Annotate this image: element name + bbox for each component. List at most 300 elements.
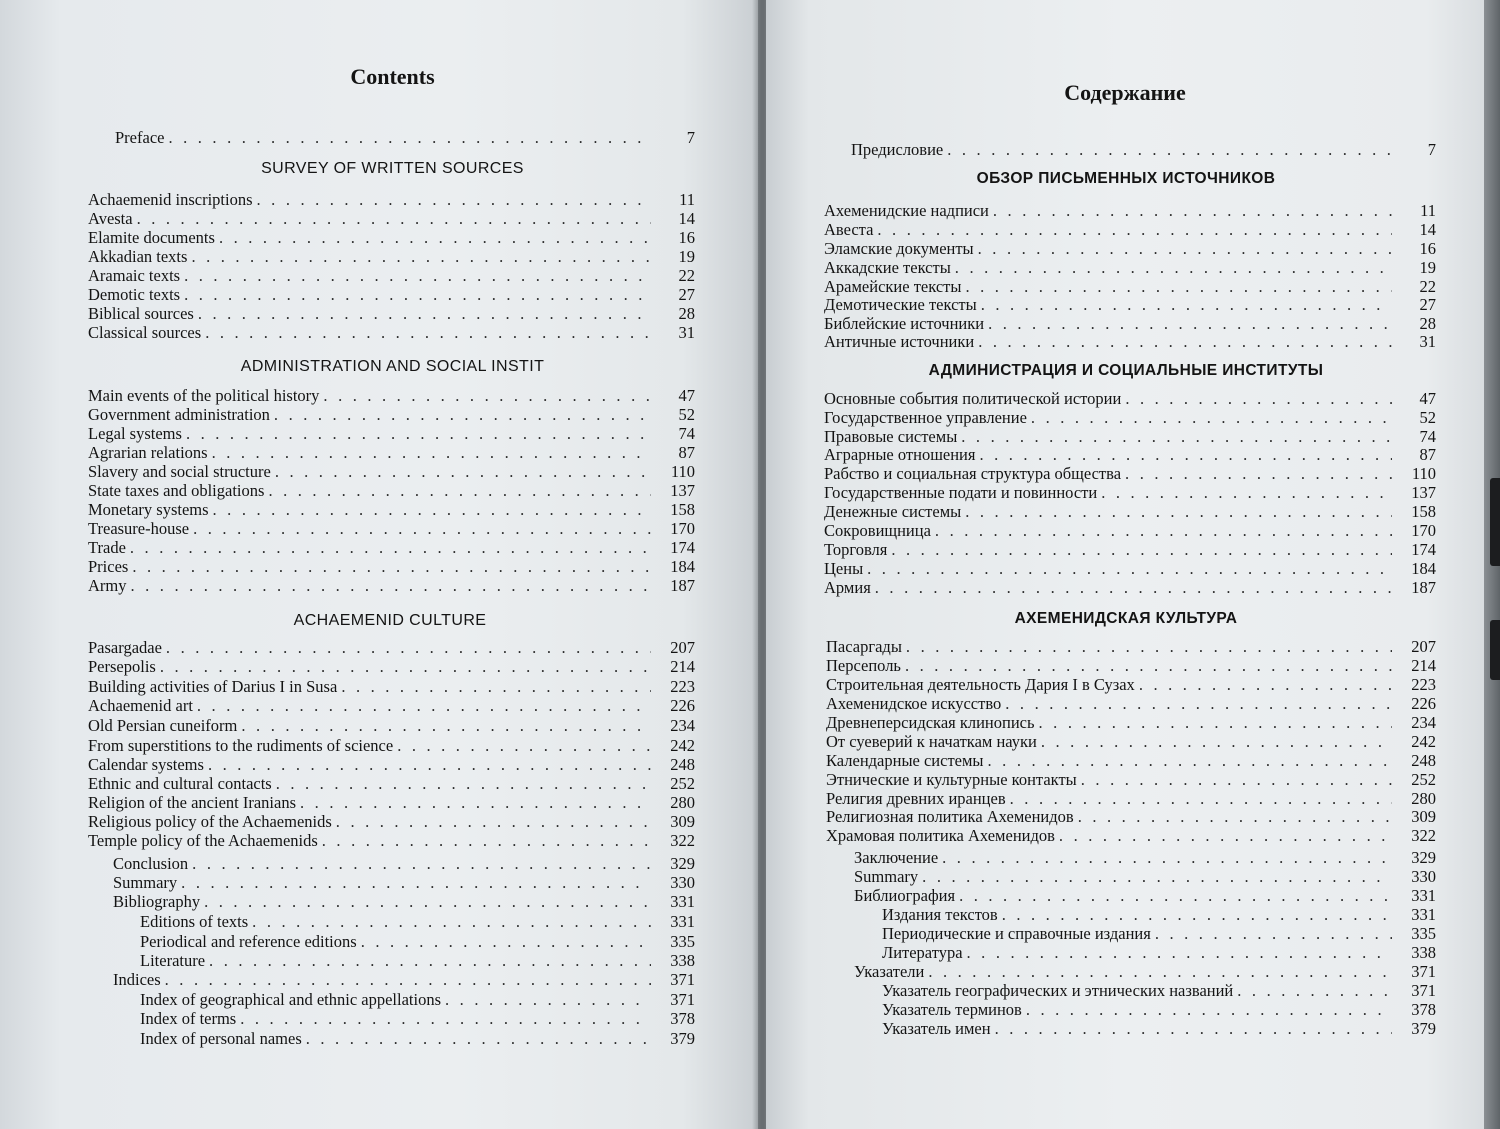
toc-entry-back: [854, 886, 1436, 905]
entry-page: 331: [1411, 905, 1436, 924]
dot-leader: [197, 696, 651, 715]
dot-leader: [209, 951, 651, 970]
dot-leader: [186, 424, 651, 443]
dot-leader: [165, 970, 651, 989]
entry-label: Персеполь: [826, 656, 901, 675]
entry-page: 137: [1411, 483, 1436, 502]
dot-leader: [276, 774, 651, 793]
entry-page: 7: [1427, 140, 1436, 159]
entry-page: 338: [670, 951, 695, 970]
entry-page: 379: [1411, 1019, 1436, 1038]
entry-page: 338: [1411, 943, 1436, 962]
dot-leader: [1125, 464, 1392, 483]
toc-entry-back: [140, 1009, 695, 1028]
toc-entry: [826, 807, 1436, 826]
toc-entry: [824, 502, 1436, 521]
toc-entry: [88, 657, 695, 676]
entry-label: Ахеменидские надписи: [824, 201, 989, 220]
entry-label: Этнические и культурные контакты: [826, 770, 1077, 789]
entry-label: Classical sources: [88, 323, 202, 342]
entry-page: 207: [1411, 637, 1436, 656]
entry-page: 16: [1419, 239, 1436, 258]
toc-entry: [88, 812, 695, 831]
toc-entry-back: [113, 873, 695, 892]
dot-leader: [891, 540, 1392, 559]
dot-leader: [955, 258, 1392, 277]
entry-label: Army: [88, 576, 127, 595]
toc-entry-back: [140, 990, 695, 1009]
dot-leader: [877, 220, 1392, 239]
entry-page: 19: [678, 247, 695, 266]
entry-label: From superstitions to the rudiments of science: [88, 736, 394, 755]
entry-label: Указатель географических и этнических названий: [882, 981, 1234, 1000]
dot-leader: [1237, 981, 1392, 1000]
entry-label: Денежные системы: [824, 502, 962, 521]
entry-label: Trade: [88, 538, 126, 557]
binder-clip: [1490, 478, 1500, 566]
toc-entry: [88, 323, 695, 342]
entry-label: Ахеменидское искусство: [826, 694, 1002, 713]
toc-entry: [88, 519, 695, 538]
toc-entry: [88, 462, 695, 481]
dot-leader: [1139, 675, 1392, 694]
entry-label: Рабство и социальная структура общества: [824, 464, 1122, 483]
dot-leader: [1155, 924, 1392, 943]
toc-entry: [824, 559, 1436, 578]
entry-page: 223: [1411, 675, 1436, 694]
dot-leader: [942, 848, 1392, 867]
toc-entry: [88, 247, 695, 266]
entry-label: Religious policy of the Achaemenids: [88, 812, 332, 831]
entry-label: Указатель терминов: [882, 1000, 1022, 1019]
section-heading: ADMINISTRATION AND SOCIAL INSTIT: [240, 358, 545, 375]
entry-page: 252: [1411, 770, 1436, 789]
entry-label: Религиозная политика Ахеменидов: [826, 807, 1074, 826]
entry-label: Государственное управление: [824, 408, 1027, 427]
dot-leader: [198, 304, 651, 323]
toc-entry-back: [882, 1019, 1436, 1038]
toc-entry: [826, 694, 1436, 713]
toc-entry: [824, 389, 1436, 408]
entry-page: 31: [1419, 332, 1436, 351]
entry-label: Указатель имен: [882, 1019, 991, 1038]
entry-page: 234: [670, 716, 695, 735]
toc-entry: [88, 209, 695, 228]
toc-entry: [88, 266, 695, 285]
toc-entry: [88, 557, 695, 576]
entry-label: Literature: [140, 951, 206, 970]
dot-leader: [928, 962, 1392, 981]
toc-entry: [824, 427, 1436, 446]
toc-entry: [826, 789, 1436, 808]
dot-leader: [961, 427, 1392, 446]
dot-leader: [300, 793, 651, 812]
dot-leader: [978, 239, 1392, 258]
entry-page: 74: [1419, 427, 1436, 446]
dot-leader: [965, 502, 1392, 521]
dot-leader: [1125, 389, 1392, 408]
dot-leader: [204, 892, 651, 911]
toc-entry: [826, 770, 1436, 789]
entry-page: 11: [1420, 201, 1436, 220]
dot-leader: [875, 578, 1392, 597]
entry-page: 110: [1411, 464, 1436, 483]
entry-page: 158: [1411, 502, 1436, 521]
entry-page: 52: [678, 405, 695, 424]
dot-leader: [213, 500, 651, 519]
entry-page: 11: [679, 190, 695, 209]
dot-leader: [257, 190, 651, 209]
entry-label: Temple policy of the Achaemenids: [88, 831, 318, 850]
entry-label: Demotic texts: [88, 285, 181, 304]
entry-label: Авеста: [824, 220, 874, 239]
entry-label: Government administration: [88, 405, 270, 424]
toc-entry: [824, 578, 1436, 597]
section-heading: ACHAEMENID CULTURE: [293, 612, 487, 629]
entry-page: 371: [670, 970, 695, 989]
entry-page: 187: [1411, 578, 1436, 597]
right-page-russian: [766, 0, 1484, 1129]
entry-label: Храмовая политика Ахеменидов: [826, 826, 1055, 845]
page-title: Contents: [350, 64, 435, 89]
dot-leader: [935, 521, 1392, 540]
section-heading: ОБЗОР ПИСЬМЕННЫХ ИСТОЧНИКОВ: [976, 170, 1276, 187]
entry-page: 371: [1411, 981, 1436, 1000]
entry-page: 242: [1411, 732, 1436, 751]
entry-page: 330: [670, 873, 695, 892]
entry-label: Akkadian texts: [88, 247, 188, 266]
entry-page: 280: [670, 793, 695, 812]
entry-label: Summary: [854, 867, 919, 886]
entry-label: Издания текстов: [882, 905, 998, 924]
toc-entry-back: [140, 1029, 695, 1048]
page-title: Содержание: [1064, 80, 1186, 105]
dot-leader: [241, 716, 651, 735]
dot-leader: [397, 736, 651, 755]
dot-leader: [274, 405, 651, 424]
toc-entry-back: [882, 943, 1436, 962]
entry-label: Строительная деятельность Дария I в Сузах: [826, 675, 1135, 694]
entry-page: 242: [670, 736, 695, 755]
entry-label: Pasargadae: [88, 638, 162, 657]
entry-label: Conclusion: [113, 854, 189, 873]
entry-page: 28: [1419, 314, 1436, 333]
toc-entry-back: [113, 892, 695, 911]
dot-leader: [905, 656, 1392, 675]
entry-page: 331: [670, 912, 695, 931]
entry-label: Античные источники: [824, 332, 975, 351]
toc-entry-back: [113, 854, 695, 873]
entry-label: Index of geographical and ethnic appellations: [140, 990, 442, 1009]
dot-leader: [906, 637, 1392, 656]
dot-leader: [1078, 807, 1392, 826]
toc-entry: [88, 386, 695, 405]
toc-entry: [824, 220, 1436, 239]
dot-leader: [1041, 732, 1392, 751]
entry-label: От суеверий к начаткам науки: [826, 732, 1037, 751]
dot-leader: [336, 812, 651, 831]
entry-page: 31: [678, 323, 695, 342]
toc-entry: [824, 258, 1436, 277]
toc-entry-back: [882, 981, 1436, 1000]
entry-page: 329: [1411, 848, 1436, 867]
dot-leader: [192, 854, 651, 873]
entry-label: Древнеперсидская клинопись: [826, 713, 1035, 732]
entry-page: 22: [678, 266, 695, 285]
entry-label: Slavery and social structure: [88, 462, 271, 481]
toc-entry: [824, 201, 1436, 220]
entry-page: 330: [1411, 867, 1436, 886]
dot-leader: [1081, 770, 1392, 789]
entry-page: 335: [1411, 924, 1436, 943]
entry-page: 7: [686, 128, 695, 147]
toc-entry: [88, 424, 695, 443]
dot-leader: [361, 932, 651, 951]
entry-label: Index of terms: [140, 1009, 237, 1028]
entry-page: 184: [1411, 559, 1436, 578]
dot-leader: [322, 831, 651, 850]
toc-entry-back: [882, 905, 1436, 924]
toc-entry: [88, 285, 695, 304]
toc-entry: [824, 277, 1436, 296]
toc-entry-preface: [115, 128, 695, 147]
entry-label: Ethnic and cultural contacts: [88, 774, 272, 793]
entry-page: 331: [670, 892, 695, 911]
dot-leader: [191, 247, 651, 266]
toc-entry-back: [882, 924, 1436, 943]
toc-entry: [824, 464, 1436, 483]
toc-entry-back: [140, 951, 695, 970]
entry-page: 27: [678, 285, 695, 304]
entry-label: Указатели: [854, 962, 925, 981]
toc-entry: [88, 481, 695, 500]
section-heading: SURVEY OF WRITTEN SOURCES: [261, 160, 524, 177]
entry-page: 322: [1411, 826, 1436, 845]
toc-entry: [824, 521, 1436, 540]
dot-leader: [445, 990, 651, 1009]
entry-page: 52: [1419, 408, 1436, 427]
dot-leader: [967, 943, 1392, 962]
entry-label: Avesta: [88, 209, 133, 228]
entry-page: 174: [670, 538, 695, 557]
entry-page: 331: [1411, 886, 1436, 905]
dot-leader: [212, 443, 651, 462]
entry-page: 27: [1419, 295, 1436, 314]
entry-label: Арамейские тексты: [824, 277, 962, 296]
entry-page: 252: [670, 774, 695, 793]
toc-entry: [826, 675, 1436, 694]
dot-leader: [993, 201, 1392, 220]
entry-page: 19: [1419, 258, 1436, 277]
toc-entry-back: [854, 867, 1436, 886]
dot-leader: [219, 228, 651, 247]
dot-leader: [1031, 408, 1392, 427]
dot-leader: [1005, 694, 1392, 713]
entry-label: Календарные системы: [826, 751, 984, 770]
toc-entry: [88, 755, 695, 774]
entry-page: 22: [1419, 277, 1436, 296]
entry-label: Old Persian cuneiform: [88, 716, 238, 735]
dot-leader: [1002, 905, 1392, 924]
entry-page: 379: [670, 1029, 695, 1048]
entry-page: 16: [678, 228, 695, 247]
dot-leader: [978, 332, 1392, 351]
toc-entry: [88, 538, 695, 557]
entry-label: Торговля: [824, 540, 888, 559]
toc-entry-back: [140, 912, 695, 931]
entry-page: 378: [1411, 1000, 1436, 1019]
entry-label: Библейские источники: [824, 314, 985, 333]
dot-leader: [184, 266, 651, 285]
entry-label: Заключение: [854, 848, 939, 867]
toc-entry: [88, 405, 695, 424]
dot-leader: [205, 323, 651, 342]
entry-page: 174: [1411, 540, 1436, 559]
dot-leader: [132, 557, 651, 576]
toc-entry: [824, 239, 1436, 258]
toc-entry: [88, 736, 695, 755]
toc-entry: [826, 732, 1436, 751]
entry-label: Аккадские тексты: [824, 258, 951, 277]
entry-page: 170: [670, 519, 695, 538]
toc-entry: [88, 190, 695, 209]
entry-page: 47: [1419, 389, 1436, 408]
toc-entry: [88, 831, 695, 850]
entry-label: Periodical and reference editions: [140, 932, 357, 951]
entry-label: Biblical sources: [88, 304, 194, 323]
entry-page: 137: [670, 481, 695, 500]
entry-label: Демотические тексты: [824, 295, 977, 314]
dot-leader: [166, 638, 651, 657]
dot-leader: [965, 277, 1392, 296]
entry-page: 248: [670, 755, 695, 774]
entry-label: Религия древних иранцев: [826, 789, 1006, 808]
entry-label: Preface: [115, 128, 165, 147]
entry-page: 170: [1411, 521, 1436, 540]
entry-page: 226: [670, 696, 695, 715]
dot-leader: [268, 481, 651, 500]
entry-label: Persepolis: [88, 657, 156, 676]
toc-entry: [88, 696, 695, 715]
dot-leader: [252, 912, 651, 931]
dot-leader: [168, 128, 651, 147]
entry-label: State taxes and obligations: [88, 481, 265, 500]
entry-page: 110: [670, 462, 695, 481]
dot-leader: [947, 140, 1392, 159]
dot-leader: [240, 1009, 651, 1028]
entry-label: Calendar systems: [88, 755, 204, 774]
dot-leader: [922, 867, 1392, 886]
entry-label: Библиография: [854, 886, 956, 905]
entry-page: 322: [670, 831, 695, 850]
dot-leader: [137, 209, 651, 228]
toc-entry: [824, 408, 1436, 427]
toc-entry: [826, 656, 1436, 675]
toc-entry: [88, 576, 695, 595]
toc-entry-back: [113, 970, 695, 989]
entry-label: Государственные подати и повинности: [824, 483, 1098, 502]
entry-page: 87: [678, 443, 695, 462]
toc-entry: [824, 483, 1436, 502]
entry-label: Основные события политической истории: [824, 389, 1122, 408]
dot-leader: [1101, 483, 1392, 502]
entry-page: 74: [678, 424, 695, 443]
entry-label: Elamite documents: [88, 228, 215, 247]
toc-entry: [826, 826, 1436, 845]
dot-leader: [1059, 826, 1392, 845]
toc-entry: [824, 295, 1436, 314]
entry-label: Editions of texts: [140, 912, 249, 931]
toc-entry: [88, 677, 695, 696]
entry-page: 214: [1411, 656, 1436, 675]
toc-entry: [88, 774, 695, 793]
entry-label: Main events of the political history: [88, 386, 320, 405]
entry-label: Summary: [113, 873, 178, 892]
dot-leader: [988, 751, 1392, 770]
entry-page: 28: [678, 304, 695, 323]
toc-entry-back: [140, 932, 695, 951]
dot-leader: [208, 755, 651, 774]
dot-leader: [323, 386, 651, 405]
dot-leader: [981, 295, 1392, 314]
entry-page: 184: [670, 557, 695, 576]
toc-entry: [88, 716, 695, 735]
entry-label: Литература: [882, 943, 963, 962]
entry-page: 14: [1419, 220, 1436, 239]
toc-entry: [826, 751, 1436, 770]
entry-label: Bibliography: [113, 892, 201, 911]
toc-entry: [88, 793, 695, 812]
entry-label: Армия: [824, 578, 871, 597]
entry-label: Аграрные отношения: [824, 445, 976, 464]
entry-page: 47: [678, 386, 695, 405]
toc-entry: [88, 304, 695, 323]
dot-leader: [867, 559, 1392, 578]
entry-page: 329: [670, 854, 695, 873]
toc-entry: [824, 314, 1436, 333]
entry-label: Indices: [113, 970, 161, 989]
entry-label: Цены: [824, 559, 864, 578]
toc-entry-back: [854, 962, 1436, 981]
dot-leader: [275, 462, 651, 481]
dot-leader: [181, 873, 651, 892]
entry-page: 214: [670, 657, 695, 676]
entry-label: Achaemenid inscriptions: [88, 190, 253, 209]
entry-label: Religion of the ancient Iranians: [88, 793, 297, 812]
entry-label: Treasure-house: [88, 519, 190, 538]
entry-page: 187: [670, 576, 695, 595]
toc-entry: [826, 713, 1436, 732]
entry-page: 87: [1419, 445, 1436, 464]
entry-label: Эламские документы: [824, 239, 974, 258]
entry-page: 335: [670, 932, 695, 951]
toc-entry: [88, 638, 695, 657]
entry-label: Периодические и справочные издания: [882, 924, 1151, 943]
entry-label: Prices: [88, 557, 129, 576]
dot-leader: [995, 1019, 1392, 1038]
entry-page: 309: [670, 812, 695, 831]
entry-page: 158: [670, 500, 695, 519]
entry-page: 207: [670, 638, 695, 657]
entry-label: Legal systems: [88, 424, 182, 443]
dot-leader: [979, 445, 1392, 464]
entry-page: 309: [1411, 807, 1436, 826]
entry-page: 14: [678, 209, 695, 228]
dot-leader: [959, 886, 1392, 905]
entry-label: Сокровищница: [824, 521, 931, 540]
entry-page: 226: [1411, 694, 1436, 713]
entry-page: 371: [670, 990, 695, 1009]
